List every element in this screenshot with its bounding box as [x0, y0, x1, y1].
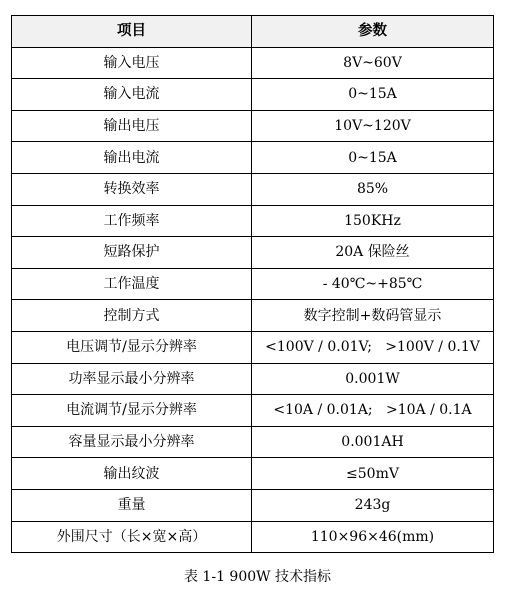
table-row: [12, 521, 494, 553]
row-value: 数字控制+数码管显示: [252, 300, 494, 332]
row-value: 150KHz: [252, 205, 494, 237]
table-row: [12, 426, 494, 458]
row-value: 0~15A: [252, 79, 494, 111]
table-row: [12, 300, 494, 332]
row-name: 输出电压: [12, 110, 252, 142]
table-row: [12, 489, 494, 521]
row-value: 243g: [252, 489, 494, 521]
table-caption: 表 1-1 900W 技术指标: [183, 569, 331, 585]
table-row: [12, 237, 494, 269]
header-item: 项目: [12, 16, 252, 48]
row-name: 工作频率: [12, 205, 252, 237]
row-name: 外围尺寸（长×宽×高）: [12, 521, 252, 553]
row-name: 短路保护: [12, 237, 252, 269]
row-name: 输出电流: [12, 142, 252, 174]
row-name: 功率显示最小分辨率: [12, 363, 252, 395]
row-value: 0.001W: [252, 363, 494, 395]
table-row: [12, 142, 494, 174]
row-name: 容量显示最小分辨率: [12, 426, 252, 458]
row-name: 输入电压: [12, 47, 252, 79]
header-parameter: 参数: [252, 16, 494, 48]
table-row: [12, 173, 494, 205]
row-value: <100V / 0.01V; >100V / 0.1V: [252, 331, 494, 363]
row-value: - 40℃~+85℃: [252, 268, 494, 300]
table-row: [12, 110, 494, 142]
row-value: ≤50mV: [252, 458, 494, 490]
table-row: [12, 268, 494, 300]
table-row: [12, 395, 494, 427]
row-value: 10V~120V: [252, 110, 494, 142]
row-name: 输出纹波: [12, 458, 252, 490]
row-value: <10A / 0.01A; >10A / 0.1A: [252, 395, 494, 427]
table-row: [12, 47, 494, 79]
row-name: 控制方式: [12, 300, 252, 332]
spec-table: [11, 15, 494, 553]
row-value: 8V~60V: [252, 47, 494, 79]
row-name: 转换效率: [12, 173, 252, 205]
table-row: [12, 205, 494, 237]
row-name: 输入电流: [12, 79, 252, 111]
row-name: 电流调节/显示分辨率: [12, 395, 252, 427]
row-value: 0.001AH: [252, 426, 494, 458]
table-row: [12, 331, 494, 363]
table-row: [12, 363, 494, 395]
table-row: [12, 79, 494, 111]
row-value: 85%: [252, 173, 494, 205]
table-row: [12, 458, 494, 490]
table-header-row: [12, 16, 494, 48]
row-name: 工作温度: [12, 268, 252, 300]
row-value: 0~15A: [252, 142, 494, 174]
row-value: 110×96×46(mm): [252, 521, 494, 553]
row-name: 重量: [12, 489, 252, 521]
row-value: 20A 保险丝: [252, 237, 494, 269]
row-name: 电压调节/显示分辨率: [12, 331, 252, 363]
